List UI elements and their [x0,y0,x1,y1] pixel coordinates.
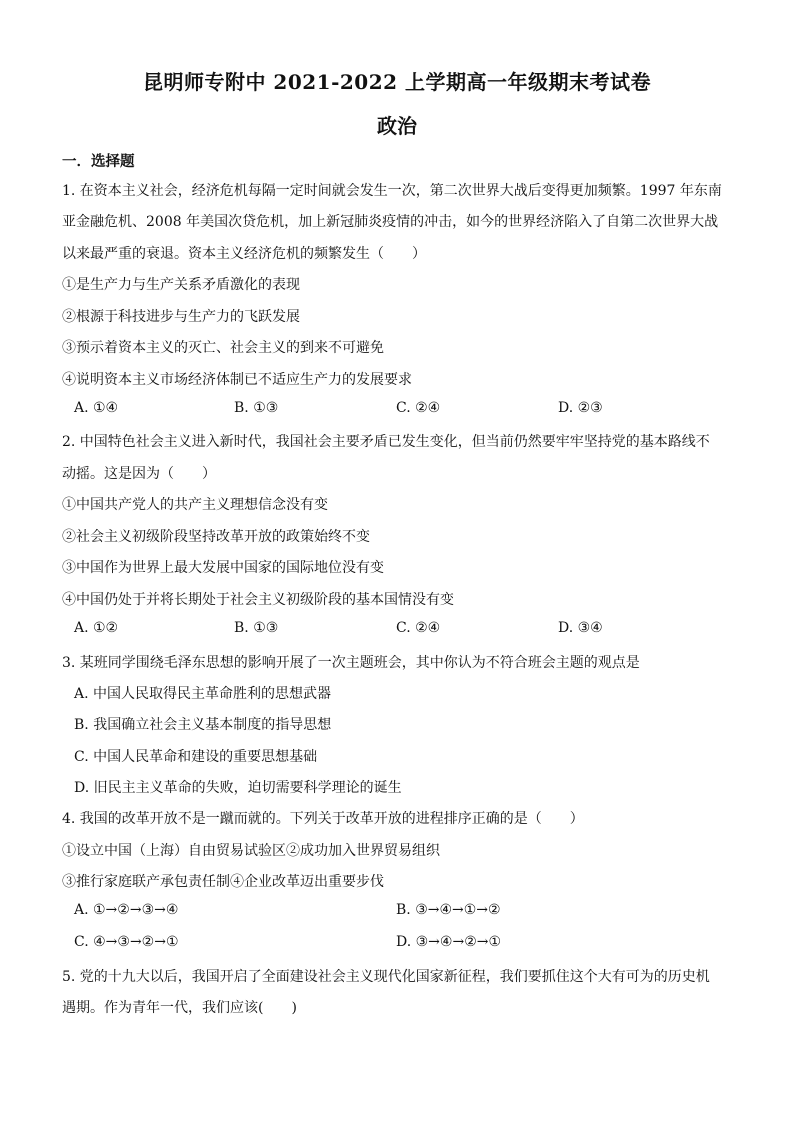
q1-stem-line-1: 1. 在资本主义社会，经济危机每隔一定时间就会发生一次，第二次世界大战后变得更加频繁。1997 年东南 [62,183,722,199]
q5-stem-line-2: 遇期。作为青年一代，我们应该( ) [62,1000,297,1016]
q2-option-c[interactable]: C. ②④ [396,620,441,636]
q2-stem-line-1: 2. 中国特色社会主义进入新时代，我国社会主要矛盾已发生变化，但当前仍然要牢牢坚持党的基本路线不 [62,434,710,450]
q4-option-c[interactable]: C. ④→③→②→① [74,934,179,950]
q1-item-1: ①是生产力与生产关系矛盾激化的表现 [62,277,300,293]
exam-title: 昆明师专附中 2021-2022 上学期高一年级期末考试卷 [142,70,652,94]
q5-stem-line-1: 5. 党的十九大以后，我国开启了全面建设社会主义现代化国家新征程，我们要抓住这个大有可为的历史机 [62,969,710,985]
q3-option-d[interactable]: D. 旧民主主义革命的失败，迫切需要科学理论的诞生 [74,780,402,796]
q1-option-c[interactable]: C. ②④ [396,400,441,416]
q3-stem: 3. 某班同学围绕毛泽东思想的影响开展了一次主题班会，其中你认为不符合班会主题的观点是 [62,655,640,671]
q1-option-a[interactable]: A. ①④ [74,400,119,416]
q4-item-line-2: ③推行家庭联产承包责任制④企业改革迈出重要步伐 [62,874,384,890]
q2-item-1: ①中国共产党人的共产主义理想信念没有变 [62,497,328,513]
q2-option-d[interactable]: D. ③④ [558,620,603,636]
q2-option-b[interactable]: B. ①③ [234,620,279,636]
q1-item-2: ②根源于科技进步与生产力的飞跃发展 [62,309,300,325]
q1-stem-line-2: 亚金融危机、2008 年美国次贷危机，加上新冠肺炎疫情的冲击，如今的世界经济陷入了自第二次世界大战 [62,214,719,230]
q2-stem-line-2: 动摇。这是因为（ ） [62,466,216,482]
q4-option-d[interactable]: D. ③→④→②→① [396,934,502,950]
q4-item-line-1: ①设立中国（上海）自由贸易试验区②成功加入世界贸易组织 [62,843,440,859]
q2-item-3: ③中国作为世界上最大发展中国家的国际地位没有变 [62,560,384,576]
q3-option-b[interactable]: B. 我国确立社会主义基本制度的指导思想 [74,717,332,733]
q1-option-d[interactable]: D. ②③ [558,400,603,416]
q1-item-4: ④说明资本主义市场经济体制已不适应生产力的发展要求 [62,372,412,388]
q3-option-a[interactable]: A. 中国人民取得民主革命胜利的思想武器 [74,686,332,702]
q2-item-4: ④中国仍处于并将长期处于社会主义初级阶段的基本国情没有变 [62,592,454,608]
q1-item-3: ③预示着资本主义的灭亡、社会主义的到来不可避免 [62,340,384,356]
q1-stem-line-3: 以来最严重的衰退。资本主义经济危机的频繁发生（ ） [62,246,426,262]
q2-option-a[interactable]: A. ①② [74,620,119,636]
q4-option-b[interactable]: B. ③→④→①→② [396,902,501,918]
q4-option-a[interactable]: A. ①→②→③→④ [74,902,179,918]
exam-subject: 政治 [377,114,417,138]
q1-option-b[interactable]: B. ①③ [234,400,279,416]
q4-stem: 4. 我国的改革开放不是一蹴而就的。下列关于改革开放的进程排序正确的是（ ） [62,811,584,827]
section-heading: 一．选择题 [62,153,135,170]
q3-option-c[interactable]: C. 中国人民革命和建设的重要思想基础 [74,749,318,765]
q2-item-2: ②社会主义初级阶段坚持改革开放的政策始终不变 [62,529,370,545]
